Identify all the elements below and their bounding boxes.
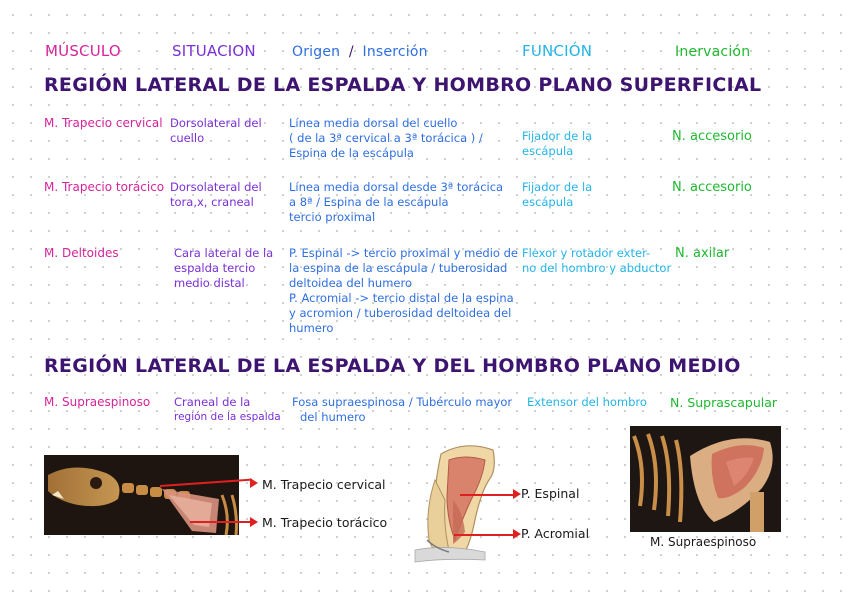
row3-funcion-line2: no del hombro y abductor [522, 261, 672, 275]
caption-supraespinoso: M. Supraespinoso [650, 535, 757, 549]
header-origen-label: Origen [292, 44, 341, 60]
row3-situacion-line3: medio distal [174, 276, 245, 290]
row2-muscle: M. Trapecio torácico [44, 180, 165, 194]
supraespinoso-illustration [630, 426, 781, 532]
row3-origen-line2: la espina de la escápula / tuberosidad [289, 261, 508, 275]
row4-situacion [174, 395, 281, 425]
shoulder-illustration [405, 440, 510, 565]
row1-situacion-line1: Dorsolateral del [170, 116, 262, 130]
row1-funcion [522, 129, 592, 159]
row4-origen-line2: del humero [300, 410, 366, 424]
label-trapecio-toracico: M. Trapecio torácico [262, 515, 388, 530]
row1-inervacion: N. accesorio [672, 129, 752, 144]
row3-inervacion: N. axilar [675, 246, 730, 261]
row3-funcion [522, 246, 671, 276]
row3-origen-line3: deltoidea del humero [289, 276, 412, 290]
arrow-p-espinal [460, 494, 515, 496]
header-slash: / [348, 44, 354, 60]
row2-funcion-line2: escápula [522, 195, 574, 209]
row4-origen [292, 395, 512, 425]
row1-origen-line1: Línea media dorsal del cuello [289, 116, 458, 130]
header-origen [292, 44, 428, 60]
row1-situacion [170, 116, 262, 146]
row1-origen-line2: ( de la 3ª cervical a 3ª torácica ) / [289, 131, 483, 145]
row3-origen-line1: P. Espinal -> tercio proximal y medio de [289, 246, 518, 260]
row1-muscle: M. Trapecio cervical [44, 116, 163, 130]
row3-situacion [174, 246, 273, 291]
row3-funcion-line1: Flexor y rotador exter- [522, 246, 651, 260]
section1-title: REGIÓN LATERAL DE LA ESPALDA Y HOMBRO PLANO SUPERFICIAL [44, 74, 762, 96]
label-p-acromial: P. Acromial [521, 526, 590, 541]
row1-funcion-line2: escápula [522, 144, 574, 158]
section2-title: REGIÓN LATERAL DE LA ESPALDA Y DEL HOMBRO PLANO MEDIO [44, 355, 741, 377]
arrow-trapecio-toracico [190, 521, 252, 523]
header-inervacion: Inervación [675, 44, 751, 60]
row3-origen [289, 246, 521, 336]
deltoides-figure [405, 440, 510, 565]
row3-origen-line5: y acromion / tuberosidad deltoidea del [289, 306, 512, 320]
row2-inervacion: N. accesorio [672, 180, 752, 195]
row1-funcion-line1: Fijador de la [522, 129, 593, 143]
trapecio-figure [44, 455, 239, 535]
row1-origen [289, 116, 483, 161]
header-musculo: MÚSCULO [45, 42, 121, 60]
row3-origen-line4: P. Acromial -> tercio distal de la espina [289, 291, 514, 305]
arrow-head-trapecio-cervical [250, 478, 258, 488]
arrow-head-trapecio-toracico [250, 517, 258, 527]
row3-situacion-line1: Cara lateral de la [174, 246, 274, 260]
arrow-head-p-acromial [513, 529, 521, 539]
label-trapecio-cervical: M. Trapecio cervical [262, 477, 386, 492]
row2-situacion-line2: tora,x, craneal [170, 195, 254, 209]
row2-origen-line3: tercio proximal [289, 210, 376, 224]
row2-origen-line2: a 8ª / Espina de la escápula [289, 195, 449, 209]
row4-situacion-line2: región de la espalda [174, 411, 281, 423]
supraespinoso-figure [630, 426, 781, 532]
row4-funcion [527, 395, 647, 410]
dog-skeleton-illustration [44, 455, 239, 535]
row2-origen [289, 180, 503, 225]
label-p-espinal: P. Espinal [521, 486, 580, 501]
row3-muscle: M. Deltoides [44, 246, 119, 260]
header-situacion: SITUACION [172, 42, 256, 60]
row4-muscle: M. Supraespinoso [44, 395, 151, 409]
row1-situacion-line2: cuello [170, 131, 205, 145]
arrow-head-p-espinal [513, 489, 521, 499]
row1-origen-line3: Espina de la escápula [289, 146, 414, 160]
row3-situacion-line2: espalda tercio [174, 261, 256, 275]
header-funcion: FUNCIÓN [522, 42, 593, 60]
row4-funcion-line1: Extensor del hombro [527, 395, 647, 409]
row2-situacion [170, 180, 262, 210]
row2-funcion [522, 180, 592, 210]
row4-inervacion: N. Suprascapular [670, 395, 778, 410]
arrow-p-acromial [454, 534, 515, 536]
row2-origen-line1: Línea media dorsal desde 3ª torácica [289, 180, 504, 194]
row3-origen-line6: humero [289, 321, 334, 335]
row2-situacion-line1: Dorsolateral del [170, 180, 262, 194]
row2-funcion-line1: Fijador de la [522, 180, 593, 194]
header-insercion: Inserción [362, 44, 428, 60]
row4-situacion-line1: Craneal de la [174, 395, 251, 409]
row4-origen-line1: Fosa supraespinosa / Tubérculo mayor [292, 395, 513, 409]
